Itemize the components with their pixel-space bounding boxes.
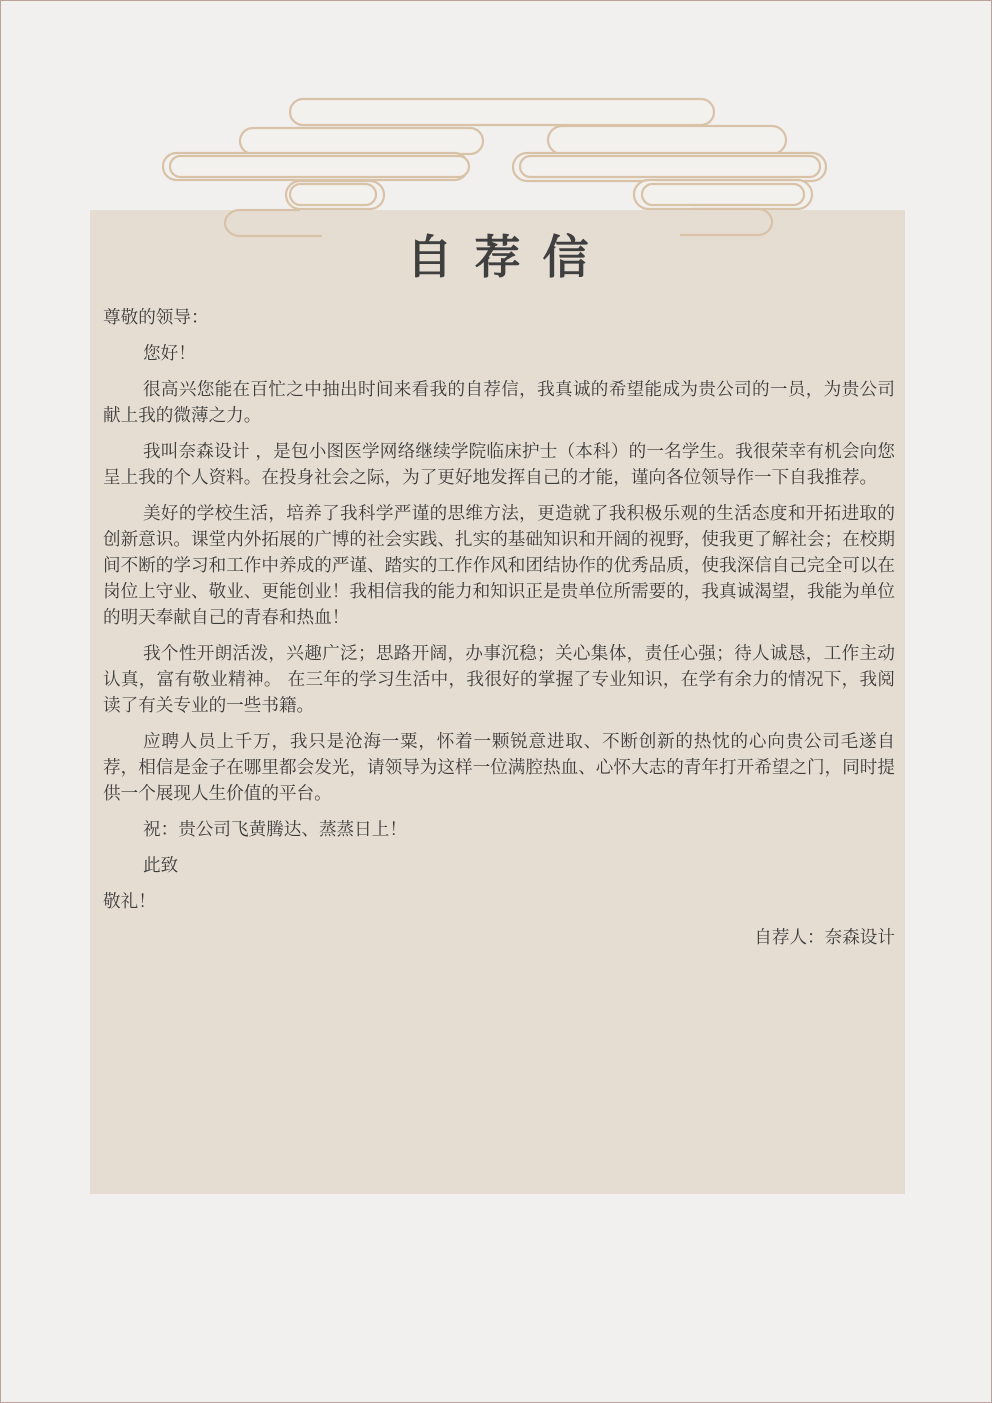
paragraph-personality: 我个性开朗活泼，兴趣广泛；思路开阔，办事沉稳；关心集体，责任心强；待人诚恳，工作主动认真，富有敬业精神。 在三年的学习生活中，我很好的掌握了专业知识，在学有余力的情况下，我阅读了有关专业的一些书籍。: [103, 644, 895, 716]
salutation: 尊敬的领导：: [103, 308, 209, 328]
signature: 自荐人：奈森设计: [754, 928, 895, 948]
paragraph-education: 美好的学校生活，培养了我科学严谨的思维方法，更造就了我积极乐观的生活态度和开拓进取的创新意识。课堂内外拓展的广博的社会实践、扎实的基础知识和开阔的视野，使我更了解社会；在校期间不断的学习和工作中养成的严谨、踏实的工作作风和团结协作的优秀品质，使我深信自己完全可以在岗位上守业、敬业、更能创业！我相信我的能力和知识正是贵单位所需要的，我真诚渴望，我能为单位的明天奉献自己的青春和热血！: [103, 504, 895, 628]
wish-line: 祝：贵公司飞黄腾达、蒸蒸日上！: [143, 820, 407, 840]
letter-body: [103, 305, 895, 961]
closing-line: 此致: [143, 856, 179, 876]
cloud-ornament-lower: [0, 0, 992, 250]
letter-title: 自荐信: [406, 230, 611, 284]
paragraph-conclusion: 应聘人员上千万，我只是沧海一粟，怀着一颗锐意进取、不断创新的热忱的心向贵公司毛遂自荐，相信是金子在哪里都会发光，请领导为这样一位满腔热血、心怀大志的青年打开希望之门，同时提供一个展现人生价值的平台。: [103, 732, 895, 804]
paragraph-intro: 很高兴您能在百忙之中抽出时间来看我的自荐信，我真诚的希望能成为贵公司的一员，为贵公司献上我的微薄之力。: [103, 380, 895, 426]
greeting: 您好！: [143, 344, 196, 364]
regards-line: 敬礼！: [103, 892, 156, 912]
paragraph-self-introduction: 我叫奈森设计 ，是包小图医学网络继续学院临床护士（本科）的一名学生。我很荣幸有机会向您呈上我的个人资料。在投身社会之际，为了更好地发挥自己的才能，谨向各位领导作一下自我推荐。: [103, 442, 895, 488]
